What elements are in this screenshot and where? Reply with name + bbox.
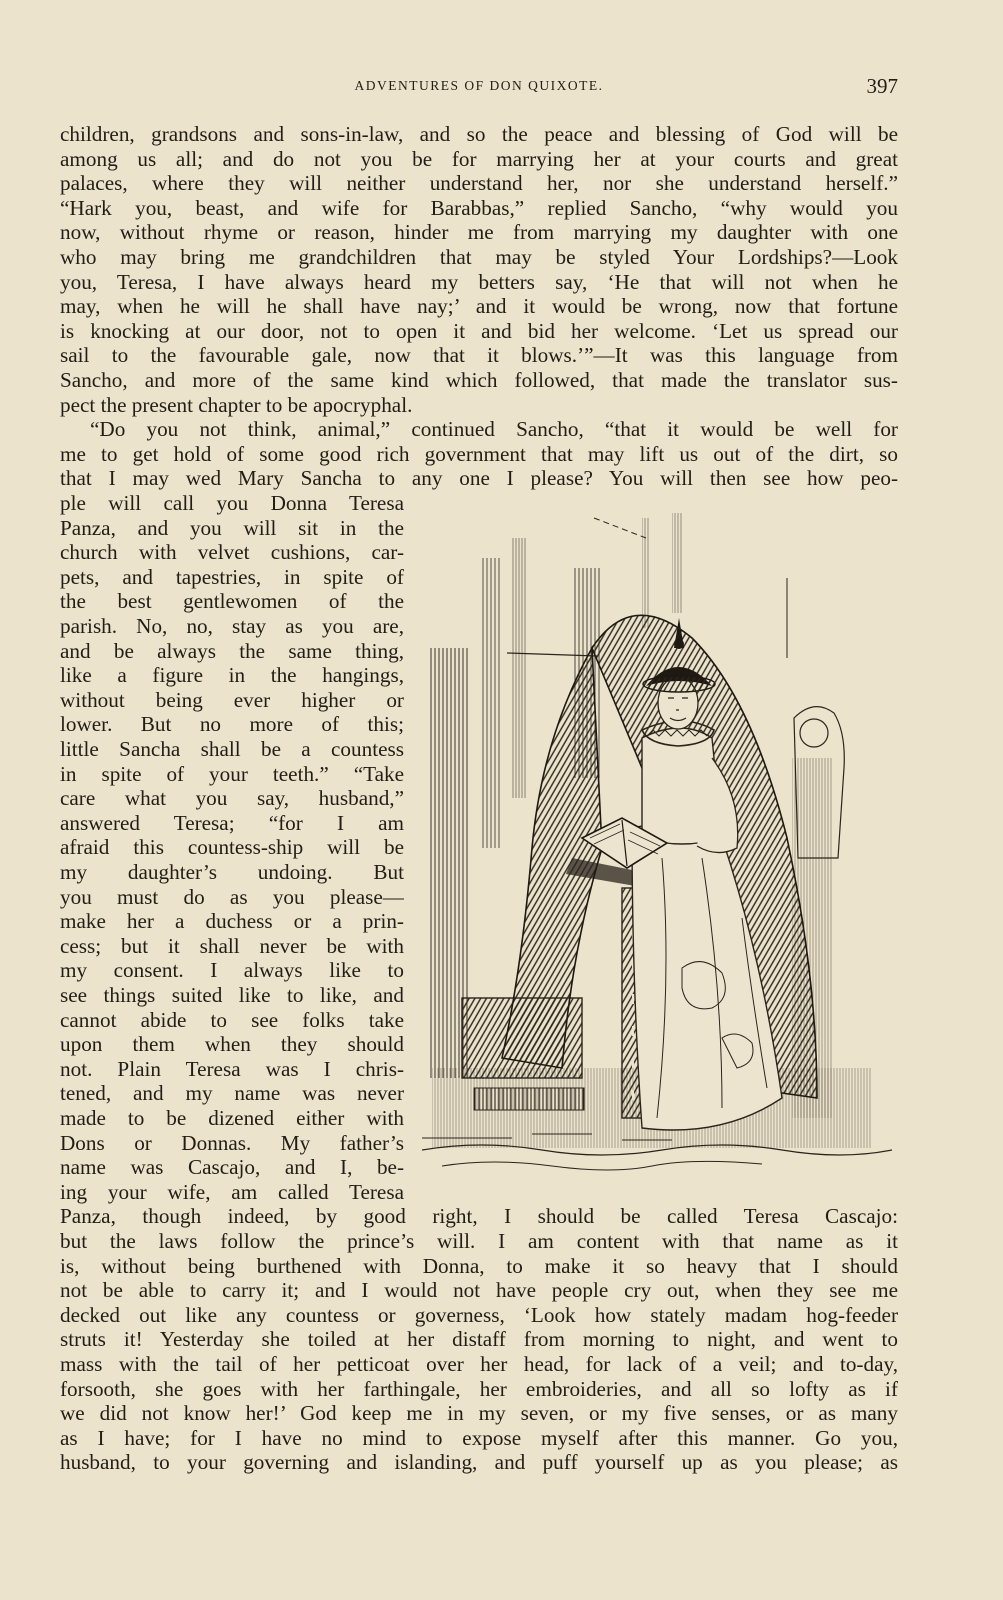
text-line: “Hark you, beast, and wife for Barabbas,” replied Sancho, “why would you: [60, 195, 898, 220]
text-line: cannot abide to see folks take: [60, 1007, 404, 1032]
text-line: make her a duchess or a prin-: [60, 909, 404, 934]
text-line: “Do you not think, animal,” continued Sancho, “that it would be well for: [90, 417, 898, 442]
text-line: among us all; and do not you be for marrying her at your courts and great: [60, 146, 898, 171]
text-line: you must do as you please—: [60, 884, 404, 909]
running-title: ADVENTURES OF DON QUIXOTE.: [354, 78, 604, 93]
text-line: that I may wed Mary Sancha to any one I please? You will then see how peo-: [60, 466, 898, 491]
text-line: children, grandsons and sons-in-law, and so the peace and blessing of God will be: [60, 122, 898, 146]
text-line: me to get hold of some good rich government that may lift us out of the dirt, so: [60, 441, 898, 466]
text-line: ple will call you Donna Teresa: [60, 491, 404, 515]
text-line: made to be dizened either with: [60, 1106, 404, 1130]
text-line: you, Teresa, I have always heard my betters say, ‘He that will not when he: [60, 269, 898, 294]
text-line: ing your wife, am called Teresa: [60, 1179, 404, 1204]
text-line: who may bring me grandchildren that may be styled Your Lordships?—Look: [60, 245, 898, 269]
text-line: afraid this countess-ship will be: [60, 835, 404, 860]
text-line: name was Cascajo, and I, be-: [60, 1155, 404, 1180]
text-line: may, when he will he shall have nay;’ and it would be wrong, now that fortune: [60, 294, 898, 319]
text-line: not be able to carry it; and I would not have people cry out, when they see me: [60, 1278, 898, 1303]
text-line: cess; but it shall never be with: [60, 933, 404, 958]
page-number: 397: [866, 74, 898, 98]
text-line: care what you say, husband,”: [60, 786, 404, 811]
text-line: Panza, though indeed, by good right, I should be called Teresa Cascajo:: [60, 1204, 898, 1229]
text-line: little Sancha shall be a countess: [60, 737, 404, 761]
text-line: lower. But no more of this;: [60, 712, 404, 737]
text-line: parish. No, no, stay as you are,: [60, 614, 404, 638]
text-line: we did not know her!’ God keep me in my seven, or my five senses, or as many: [60, 1401, 898, 1426]
text-line: and be always the same thing,: [60, 638, 404, 663]
text-line: like a figure in the hangings,: [60, 663, 404, 688]
text-line: now, without rhyme or reason, hinder me from marrying my daughter with one: [60, 220, 898, 245]
text-line: Sancho, and more of the same kind which followed, that made the translator sus-: [60, 368, 898, 392]
text-line: sail to the favourable gale, now that it blows.’”—It was this language from: [60, 343, 898, 368]
running-head: [60, 74, 898, 98]
text-line: palaces, where they will neither understand her, nor she understand herself.”: [60, 171, 898, 196]
text-line: decked out like any countess or governess, ‘Look how stately madam hog-feeder: [60, 1302, 898, 1327]
text-line: my daughter’s undoing. But: [60, 860, 404, 884]
text-line: my consent. I always like to: [60, 958, 404, 983]
text-line: is, without being burthened with Donna, to make it so heavy that I should: [60, 1253, 898, 1278]
text-line: in spite of your teeth.” “Take: [60, 761, 404, 786]
text-line: see things suited like to like, and: [60, 983, 404, 1007]
engraving-illustration: [422, 498, 898, 1210]
text-line: upon them when they should: [60, 1032, 404, 1057]
text-line: Panza, and you will sit in the: [60, 515, 404, 540]
text-line: as I have; for I have no mind to expose myself after this manner. Go you,: [60, 1425, 898, 1450]
text-line: the best gentlewomen of the: [60, 589, 404, 614]
text-line: pect the present chapter to be apocryphal.: [60, 392, 413, 417]
text-line: forsooth, she goes with her farthingale, her embroideries, and all so lofty as if: [60, 1376, 898, 1401]
text-line: mass with the tail of her petticoat over her head, for lack of a veil; and to-day,: [60, 1352, 898, 1376]
text-line: Dons or Donnas. My father’s: [60, 1130, 404, 1155]
text-line: tened, and my name was never: [60, 1081, 404, 1106]
text-line: church with velvet cushions, car-: [60, 540, 404, 565]
text-line: is knocking at our door, not to open it and bid her welcome. ‘Let us spread our: [60, 318, 898, 343]
text-line: answered Teresa; “for I am: [60, 810, 404, 835]
text-line: without being ever higher or: [60, 687, 404, 712]
text-line: husband, to your governing and islanding, and puff yourself up as you please; as: [60, 1450, 898, 1475]
text-line: struts it! Yesterday she toiled at her distaff from morning to night, and went to: [60, 1327, 898, 1352]
text-line: not. Plain Teresa was I chris-: [60, 1056, 404, 1081]
text-line: pets, and tapestries, in spite of: [60, 564, 404, 589]
text-line: but the laws follow the prince’s will. I am content with that name as it: [60, 1229, 898, 1253]
